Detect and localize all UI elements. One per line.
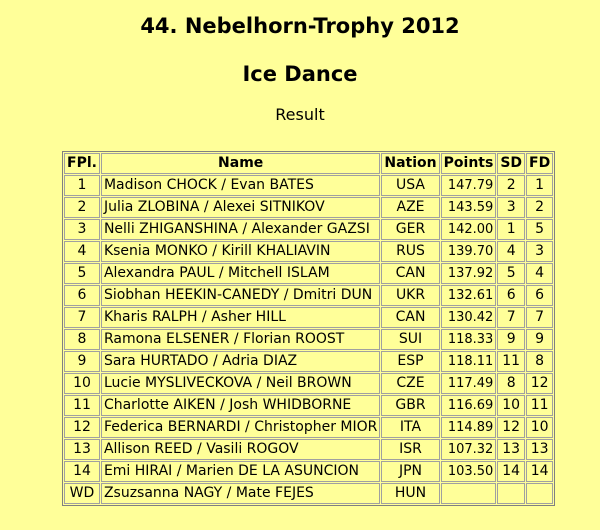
- points-cell: 147.79: [441, 175, 497, 196]
- points-cell: 130.42: [441, 307, 497, 328]
- nation-cell: ITA: [381, 417, 439, 438]
- couple-name-cell: Allison REED / Vasili ROGOV: [101, 439, 380, 460]
- fd-rank-cell: 11: [526, 395, 553, 416]
- couple-name-cell: Kharis RALPH / Asher HILL: [101, 307, 380, 328]
- placement-cell: 4: [64, 241, 100, 262]
- points-cell: 116.69: [441, 395, 497, 416]
- fd-rank-cell: 2: [526, 197, 553, 218]
- placement-cell: 2: [64, 197, 100, 218]
- nation-cell: CAN: [381, 307, 439, 328]
- placement-cell: 12: [64, 417, 100, 438]
- couple-name-cell: Madison CHOCK / Evan BATES: [101, 175, 380, 196]
- table-header-row: [64, 153, 553, 174]
- sd-rank-cell: 11: [497, 351, 525, 372]
- column-header-points: Points: [441, 153, 497, 174]
- nation-cell: CZE: [381, 373, 439, 394]
- results-table: [62, 151, 555, 506]
- table-row: [64, 197, 553, 218]
- sd-rank-cell: 8: [497, 373, 525, 394]
- points-cell: 107.32: [441, 439, 497, 460]
- column-header-fd: FD: [526, 153, 553, 174]
- couple-name-cell: Federica BERNARDI / Christopher MIOR: [101, 417, 380, 438]
- sd-rank-cell: 12: [497, 417, 525, 438]
- fd-rank-cell: 7: [526, 307, 553, 328]
- nation-cell: GER: [381, 219, 439, 240]
- fd-rank-cell: 1: [526, 175, 553, 196]
- points-cell: [441, 483, 497, 504]
- points-cell: 139.70: [441, 241, 497, 262]
- placement-cell: 8: [64, 329, 100, 350]
- fd-rank-cell: 9: [526, 329, 553, 350]
- placement-cell: 7: [64, 307, 100, 328]
- couple-name-cell: Alexandra PAUL / Mitchell ISLAM: [101, 263, 380, 284]
- placement-cell: 14: [64, 461, 100, 482]
- points-cell: 118.11: [441, 351, 497, 372]
- couple-name-cell: Charlotte AIKEN / Josh WHIDBORNE: [101, 395, 380, 416]
- table-row: [64, 175, 553, 196]
- points-cell: 103.50: [441, 461, 497, 482]
- table-row: [64, 461, 553, 482]
- placement-cell: 6: [64, 285, 100, 306]
- sd-rank-cell: 13: [497, 439, 525, 460]
- table-row: [64, 373, 553, 394]
- points-cell: 142.00: [441, 219, 497, 240]
- placement-cell: 1: [64, 175, 100, 196]
- table-row: [64, 241, 553, 262]
- fd-rank-cell: [526, 483, 553, 504]
- nation-cell: ISR: [381, 439, 439, 460]
- nation-cell: CAN: [381, 263, 439, 284]
- column-header-fpl: FPl.: [64, 153, 100, 174]
- couple-name-cell: Nelli ZHIGANSHINA / Alexander GAZSI: [101, 219, 380, 240]
- sd-rank-cell: [497, 483, 525, 504]
- event-title: 44. Nebelhorn-Trophy 2012: [140, 14, 460, 38]
- fd-rank-cell: 13: [526, 439, 553, 460]
- table-row: [64, 263, 553, 284]
- table-row: [64, 439, 553, 460]
- placement-cell: 3: [64, 219, 100, 240]
- nation-cell: GBR: [381, 395, 439, 416]
- nation-cell: HUN: [381, 483, 439, 504]
- couple-name-cell: Lucie MYSLIVECKOVA / Neil BROWN: [101, 373, 380, 394]
- sd-rank-cell: 5: [497, 263, 525, 284]
- points-cell: 114.89: [441, 417, 497, 438]
- column-header-nation: Nation: [381, 153, 439, 174]
- fd-rank-cell: 10: [526, 417, 553, 438]
- placement-cell: 5: [64, 263, 100, 284]
- sd-rank-cell: 6: [497, 285, 525, 306]
- couple-name-cell: Ramona ELSENER / Florian ROOST: [101, 329, 380, 350]
- fd-rank-cell: 6: [526, 285, 553, 306]
- sd-rank-cell: 9: [497, 329, 525, 350]
- points-cell: 118.33: [441, 329, 497, 350]
- points-cell: 143.59: [441, 197, 497, 218]
- table-body: [64, 175, 553, 504]
- nation-cell: USA: [381, 175, 439, 196]
- fd-rank-cell: 8: [526, 351, 553, 372]
- category-title: Ice Dance: [242, 62, 358, 86]
- couple-name-cell: Zsuzsanna NAGY / Mate FEJES: [101, 483, 380, 504]
- fd-rank-cell: 5: [526, 219, 553, 240]
- couple-name-cell: Ksenia MONKO / Kirill KHALIAVIN: [101, 241, 380, 262]
- sd-rank-cell: 4: [497, 241, 525, 262]
- table-row: [64, 329, 553, 350]
- placement-cell: 10: [64, 373, 100, 394]
- sd-rank-cell: 14: [497, 461, 525, 482]
- placement-cell: WD: [64, 483, 100, 504]
- couple-name-cell: Julia ZLOBINA / Alexei SITNIKOV: [101, 197, 380, 218]
- table-row: [64, 219, 553, 240]
- couple-name-cell: Emi HIRAI / Marien DE LA ASUNCION: [101, 461, 380, 482]
- nation-cell: RUS: [381, 241, 439, 262]
- fd-rank-cell: 14: [526, 461, 553, 482]
- sd-rank-cell: 1: [497, 219, 525, 240]
- sd-rank-cell: 2: [497, 175, 525, 196]
- table-row: [64, 395, 553, 416]
- fd-rank-cell: 3: [526, 241, 553, 262]
- table-row: [64, 417, 553, 438]
- placement-cell: 11: [64, 395, 100, 416]
- sd-rank-cell: 7: [497, 307, 525, 328]
- nation-cell: JPN: [381, 461, 439, 482]
- placement-cell: 9: [64, 351, 100, 372]
- nation-cell: ESP: [381, 351, 439, 372]
- placement-cell: 13: [64, 439, 100, 460]
- points-cell: 137.92: [441, 263, 497, 284]
- couple-name-cell: Siobhan HEEKIN-CANEDY / Dmitri DUN: [101, 285, 380, 306]
- table-row: [64, 351, 553, 372]
- table-row: [64, 285, 553, 306]
- couple-name-cell: Sara HURTADO / Adria DIAZ: [101, 351, 380, 372]
- nation-cell: UKR: [381, 285, 439, 306]
- column-header-sd: SD: [497, 153, 525, 174]
- table-row: [64, 483, 553, 504]
- sd-rank-cell: 3: [497, 197, 525, 218]
- fd-rank-cell: 4: [526, 263, 553, 284]
- fd-rank-cell: 12: [526, 373, 553, 394]
- nation-cell: SUI: [381, 329, 439, 350]
- table-row: [64, 307, 553, 328]
- nation-cell: AZE: [381, 197, 439, 218]
- section-title: Result: [275, 105, 325, 124]
- points-cell: 117.49: [441, 373, 497, 394]
- sd-rank-cell: 10: [497, 395, 525, 416]
- points-cell: 132.61: [441, 285, 497, 306]
- column-header-name: Name: [101, 153, 380, 174]
